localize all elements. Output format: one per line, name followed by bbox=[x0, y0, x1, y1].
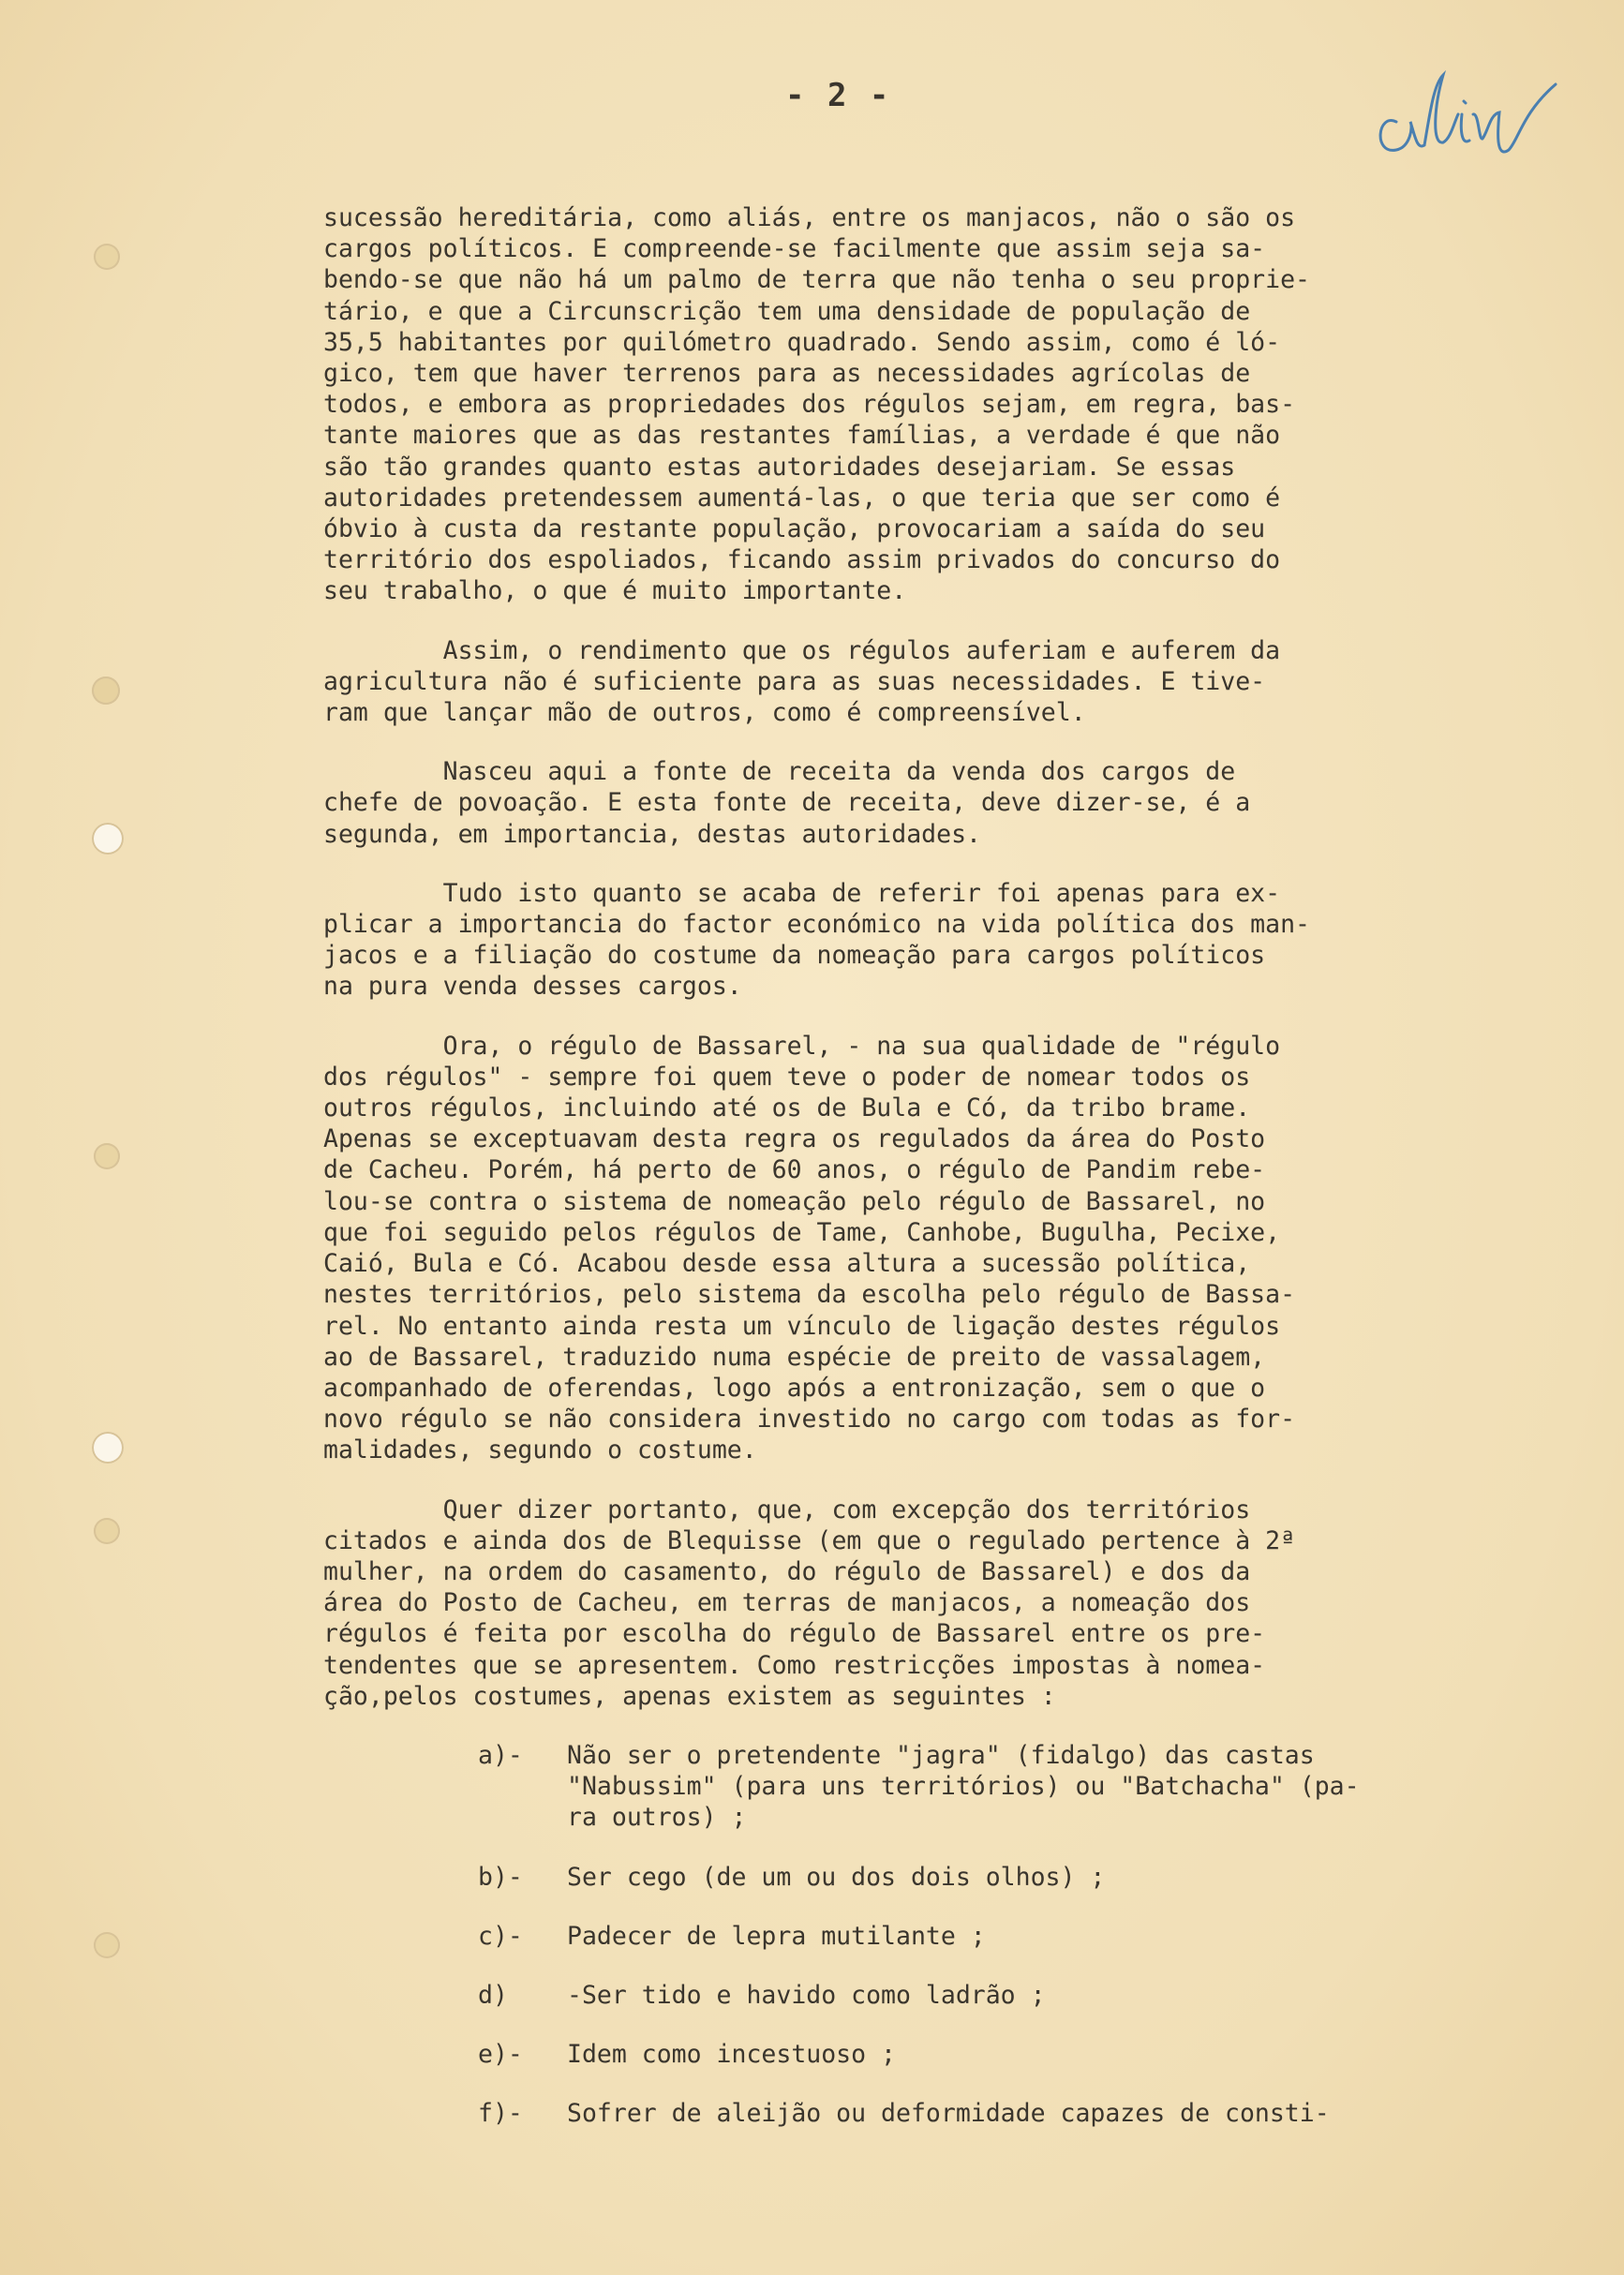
list-marker: d) bbox=[478, 1980, 508, 2010]
text-line: malidades, segundo o costume. bbox=[323, 1435, 757, 1465]
list-content bbox=[567, 1862, 1105, 1893]
text-line: Quer dizer portanto, que, com excepção dos territórios bbox=[323, 1494, 1251, 1524]
text-line: autoridades pretendessem aumentá-las, o que teria que ser como é bbox=[323, 483, 1281, 513]
punch-hole bbox=[94, 1518, 120, 1544]
text-line: Assim, o rendimento que os régulos auferiam e auferem da bbox=[323, 635, 1281, 665]
text-line: jacos e a filiação do costume da nomeação para cargos políticos bbox=[323, 941, 1266, 971]
text-line: todos, e embora as propriedades dos régulos sejam, em regra, bas- bbox=[323, 390, 1296, 420]
list-marker: c)- bbox=[478, 1921, 523, 1951]
text-line: sucessão hereditária, como aliás, entre os manjacos, não o são os bbox=[323, 203, 1296, 232]
text-line: Padecer de lepra mutilante ; bbox=[567, 1921, 986, 1951]
punch-hole bbox=[92, 823, 124, 855]
text-line: tante maiores que as das restantes famílias, a verdade é que não bbox=[323, 421, 1281, 451]
list-marker: e)- bbox=[478, 2040, 523, 2070]
text-line: 35,5 habitantes por quilómetro quadrado. Sendo assim, como é ló- bbox=[323, 327, 1281, 357]
text-line: são tão grandes quanto estas autoridades desejariam. Se essas bbox=[323, 452, 1236, 482]
text-line: Apenas se exceptuavam desta regra os regulados da área do Posto bbox=[323, 1124, 1266, 1154]
text-line: agricultura não é suficiente para as suas necessidades. E tive- bbox=[323, 666, 1266, 696]
text-line: Idem como incestuoso ; bbox=[567, 2040, 896, 2070]
text-line: Tudo isto quanto se acaba de referir foi apenas para ex- bbox=[323, 878, 1281, 908]
text-line: área do Posto de Cacheu, em terras de manjacos, a nomeação dos bbox=[323, 1588, 1251, 1618]
punch-hole bbox=[92, 677, 120, 705]
list-item bbox=[323, 2098, 1570, 2129]
text-line: rel. No entanto ainda resta um vínculo de ligação destes régulos bbox=[323, 1311, 1281, 1341]
list-content bbox=[567, 1740, 1360, 1834]
text-line: Ser cego (de um ou dos dois olhos) ; bbox=[567, 1862, 1106, 1892]
text-line: ra outros) ; bbox=[567, 1803, 747, 1833]
text-line: régulos é feita por escolha do régulo de Bassarel entre os pre- bbox=[323, 1619, 1266, 1649]
text-line: outros régulos, incluindo até os de Bula e Có, da tribo brame. bbox=[323, 1093, 1251, 1123]
text-line: "Nabussim" (para uns territórios) ou "Batchacha" (pa- bbox=[567, 1772, 1360, 1802]
paragraph bbox=[323, 756, 1570, 850]
text-line: bendo-se que não há um palmo de terra que não tenha o seu proprie- bbox=[323, 265, 1310, 295]
text-line: ao de Bassarel, traduzido numa espécie de preito de vassalagem, bbox=[323, 1342, 1266, 1372]
paragraph bbox=[323, 1494, 1570, 1712]
text-line: nestes territórios, pelo sistema da escolha pelo régulo de Bassa- bbox=[323, 1280, 1296, 1310]
text-line: óbvio à custa da restante população, provocariam a saída do seu bbox=[323, 514, 1266, 544]
text-line: plicar a importancia do factor económico na vida política dos man- bbox=[323, 910, 1310, 940]
punch-hole bbox=[92, 1432, 124, 1464]
text-line: ram que lançar mão de outros, como é compreensível. bbox=[323, 698, 1086, 728]
text-line: acompanhado de oferendas, logo após a entronização, sem o que o bbox=[323, 1373, 1266, 1403]
text-line: gico, tem que haver terrenos para as necessidades agrícolas de bbox=[323, 359, 1251, 389]
list-item bbox=[323, 1921, 1570, 1952]
handwritten-signature bbox=[1368, 56, 1584, 178]
text-line: de Cacheu. Porém, há perto de 60 anos, o régulo de Pandim rebe- bbox=[323, 1155, 1266, 1185]
text-line: Sofrer de aleijão ou deformidade capazes de consti- bbox=[567, 2099, 1330, 2129]
list-marker: f)- bbox=[478, 2099, 523, 2129]
text-line: Caió, Bula e Có. Acabou desde essa altura a sucessão política, bbox=[323, 1249, 1251, 1279]
text-line: -Ser tido e havido como ladrão ; bbox=[567, 1980, 1046, 2010]
text-line: segunda, em importancia, destas autoridades. bbox=[323, 819, 981, 849]
text-line: lou-se contra o sistema de nomeação pelo régulo de Bassarel, no bbox=[323, 1186, 1266, 1216]
text-line: Ora, o régulo de Bassarel, - na sua qualidade de "régulo bbox=[323, 1031, 1281, 1061]
text-line: citados e ainda dos de Blequisse (em que o regulado pertence à 2ª bbox=[323, 1525, 1296, 1555]
text-line: que foi seguido pelos régulos de Tame, Canhobe, Bugulha, Pecixe, bbox=[323, 1217, 1281, 1247]
paragraph bbox=[323, 635, 1570, 729]
text-line: seu trabalho, o que é muito importante. bbox=[323, 576, 907, 606]
list-content bbox=[567, 1921, 986, 1952]
text-line: chefe de povoação. E esta fonte de receita, deve dizer-se, é a bbox=[323, 788, 1251, 818]
text-line: mulher, na ordem do casamento, do régulo de Bassarel) e dos da bbox=[323, 1556, 1251, 1586]
text-line: Não ser o pretendente "jagra" (fidalgo) das castas bbox=[567, 1740, 1315, 1770]
text-line: na pura venda desses cargos. bbox=[323, 972, 742, 1002]
list-content bbox=[567, 1980, 1046, 2011]
paragraph bbox=[323, 202, 1570, 607]
text-line: cargos políticos. E compreende-se facilmente que assim seja sa- bbox=[323, 234, 1266, 264]
list-marker: b)- bbox=[478, 1862, 523, 1892]
punch-hole bbox=[94, 244, 120, 270]
list-item bbox=[323, 2039, 1570, 2070]
list-content bbox=[567, 2098, 1330, 2129]
list-item bbox=[323, 1980, 1570, 2011]
text-line: Nasceu aqui a fonte de receita da venda dos cargos de bbox=[323, 757, 1236, 787]
punch-hole bbox=[94, 1932, 120, 1958]
list-item bbox=[323, 1862, 1570, 1893]
punch-hole bbox=[94, 1143, 120, 1169]
text-line: ção,pelos costumes, apenas existem as seguintes : bbox=[323, 1681, 1056, 1711]
paragraph bbox=[323, 1031, 1570, 1466]
text-line: território dos espoliados, ficando assim privados do concurso do bbox=[323, 545, 1281, 575]
paragraph bbox=[323, 878, 1570, 1003]
list-item bbox=[323, 1740, 1570, 1834]
text-line: tário, e que a Circunscrição tem uma densidade de população de bbox=[323, 296, 1251, 326]
text-line: novo régulo se não considera investido no cargo com todas as for- bbox=[323, 1405, 1296, 1435]
page-number: - 2 - bbox=[785, 77, 891, 114]
text-line: dos régulos" - sempre foi quem teve o poder de nomear todos os bbox=[323, 1062, 1251, 1092]
body-text bbox=[323, 202, 1570, 2158]
text-line: tendentes que se apresentem. Como restricções impostas à nomea- bbox=[323, 1650, 1266, 1680]
list-content bbox=[567, 2039, 896, 2070]
list-marker: a)- bbox=[478, 1740, 523, 1770]
restrictions-list bbox=[323, 1740, 1570, 2130]
